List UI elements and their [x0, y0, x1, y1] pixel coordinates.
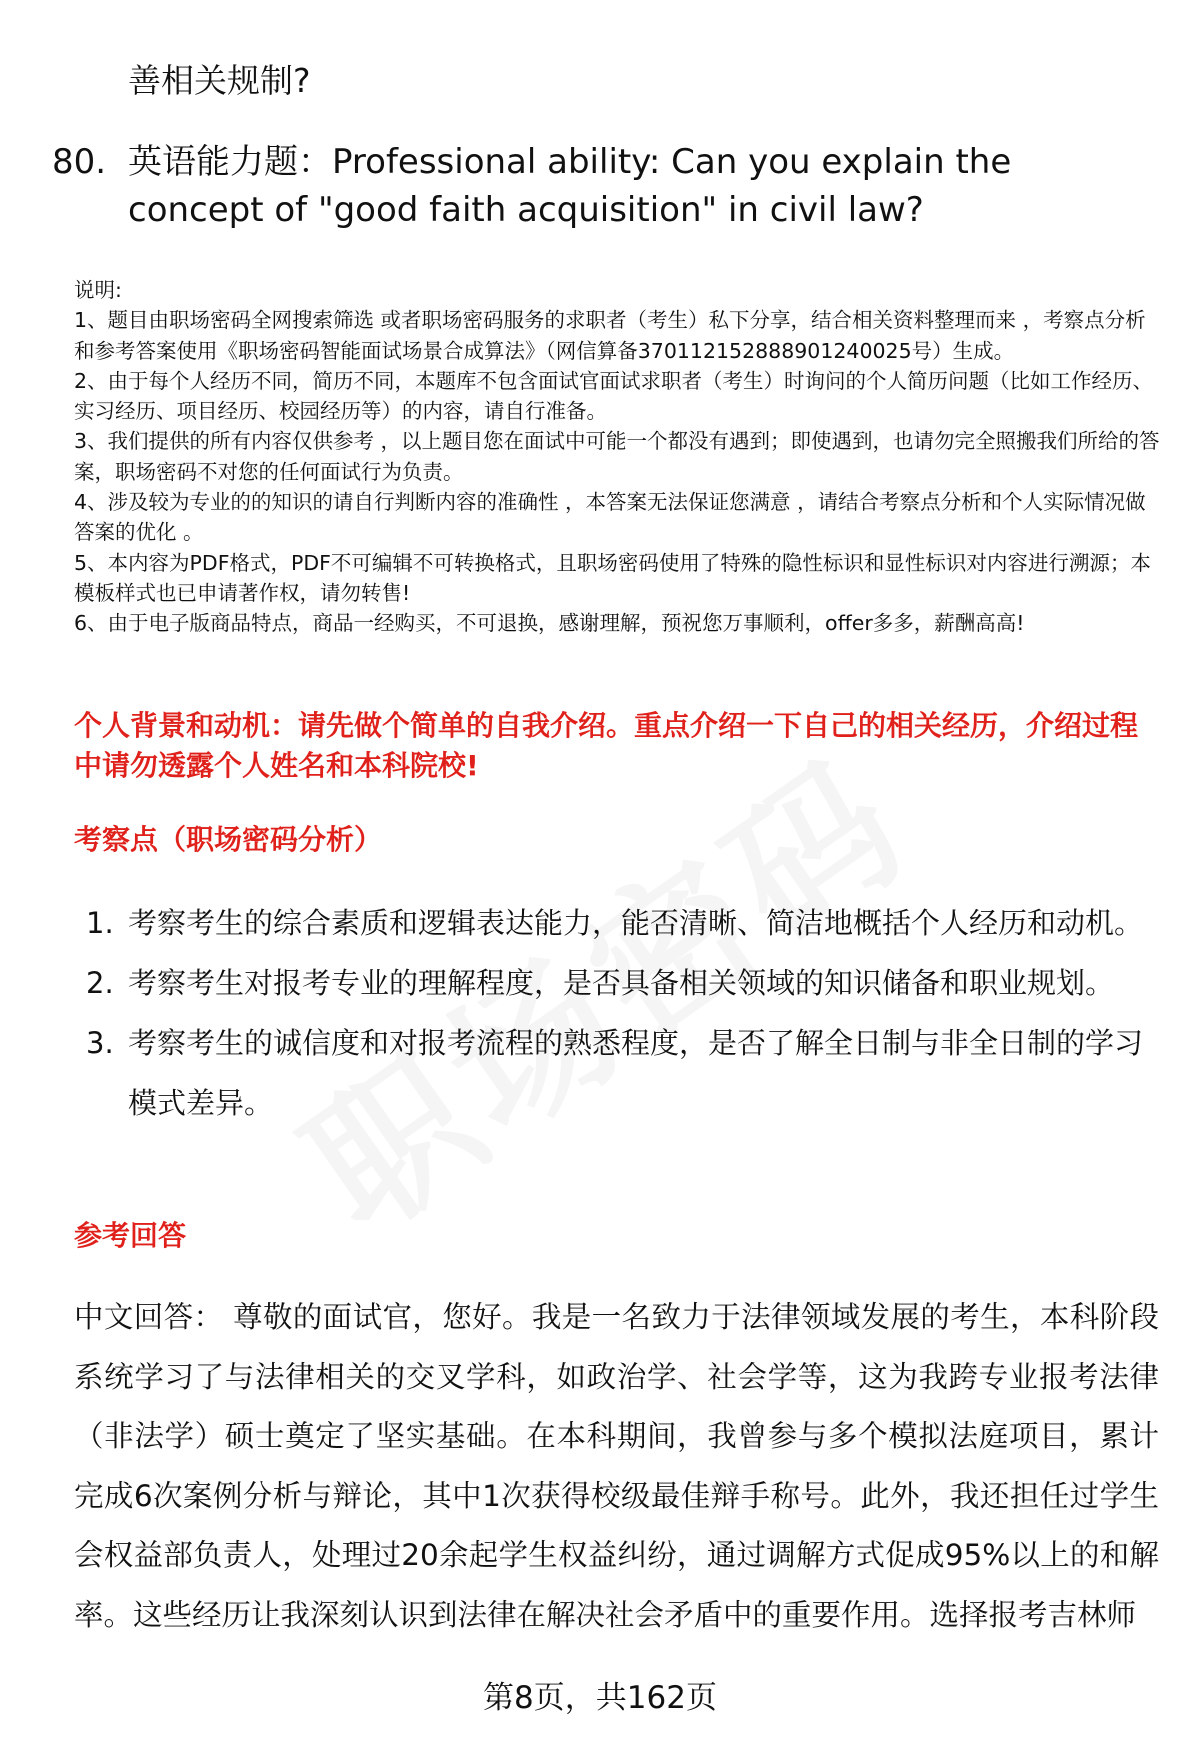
- analysis-item-number: 2.: [86, 966, 114, 1000]
- analysis-item-text: 考察考生的综合素质和逻辑表达能力，能否清晰、简洁地概括个人经历和动机。: [128, 906, 1144, 940]
- notes-block: [74, 275, 1164, 639]
- notes-item: 6、由于电子版商品特点，商品一经购买，不可退换，感谢理解，预祝您万事顺利，offer多多，薪酬高高!: [74, 611, 1025, 636]
- analysis-item: [74, 893, 1154, 953]
- analysis-item: [74, 1013, 1154, 1133]
- question-text: 英语能力题：Professional ability: Can you explain the concept of "good faith acquisition" in civil law?: [128, 142, 1012, 230]
- notes-item: 2、由于每个人经历不同，简历不同，本题库不包含面试官面试求职者（考生）时询问的个人简历问题（比如工作经历、实习经历、项目经历、校园经历等）的内容，请自行准备。: [74, 368, 1154, 424]
- notes-item: 3、我们提供的所有内容仅供参考 ，以上题目您在面试中可能一个都没有遇到；即使遇到，也请勿完全照搬我们所给的答案，职场密码不对您的任何面试行为负责。: [74, 429, 1160, 484]
- interview-question-heading: 个人背景和动机：请先做个简单的自我介绍。重点介绍一下自己的相关经历，介绍过程中请勿透露个人姓名和本科院校!: [74, 709, 1139, 782]
- analysis-item-text: 考察考生的诚信度和对报考流程的熟悉程度，是否了解全日制与非全日制的学习模式差异。: [128, 1026, 1144, 1120]
- analysis-item-text: 考察考生对报考专业的理解程度，是否具备相关领域的知识储备和职业规划。: [128, 966, 1115, 1000]
- reference-heading: 参考回答: [74, 1219, 187, 1252]
- notes-item: 4、涉及较为专业的的知识的请自行判断内容的准确性 ，本答案无法保证您满意 ，请结合考察点分析和个人实际情况做答案的优化 。: [74, 490, 1146, 545]
- question-number: 80.: [52, 142, 107, 182]
- analysis-item-number: 3.: [86, 1026, 114, 1060]
- notes-item: 5、本内容为PDF格式，PDF不可编辑不可转换格式，且职场密码使用了特殊的隐性标识和显性标识对内容进行溯源；本模板样式也已申请著作权，请勿转售!: [74, 550, 1151, 605]
- analysis-list: [74, 893, 1154, 1133]
- analysis-item: [74, 953, 1154, 1013]
- page-footer: 第8页，共162页: [483, 1680, 717, 1716]
- notes-item: 1、题目由职场密码全网搜索筛选 或者职场密码服务的求职者（考生）私下分享，结合相关资料整理而来 ，考察点分析和参考答案使用《职场密码智能面试场景合成算法》（网信算备370112152888901240025号）生成。: [74, 308, 1146, 363]
- analysis-item-number: 1.: [86, 906, 114, 940]
- notes-title: 说明:: [74, 278, 122, 302]
- analysis-heading: 考察点（职场密码分析）: [74, 823, 383, 856]
- continuation-text: 善相关规制?: [128, 61, 311, 100]
- reference-answer: 中文回答： 尊敬的面试官，您好。我是一名致力于法律领域发展的考生，本科阶段系统学习了与法律相关的交叉学科，如政治学、社会学等，这为我跨专业报考法律（非法学）硕士奠定了坚实基础。在本科期间，我曾参与多个模拟法庭项目，累计完成6次案例分析与辩论，其中1次获得校级最佳辩手称号。此外，我还担任过学生会权益部负责人，处理过20余起学生权益纠纷，通过调解方式促成95%以上的和解率。这些经历让我深刻认识到法律在解决社会矛盾中的重要作用。选择报考吉林师: [74, 1300, 1159, 1632]
